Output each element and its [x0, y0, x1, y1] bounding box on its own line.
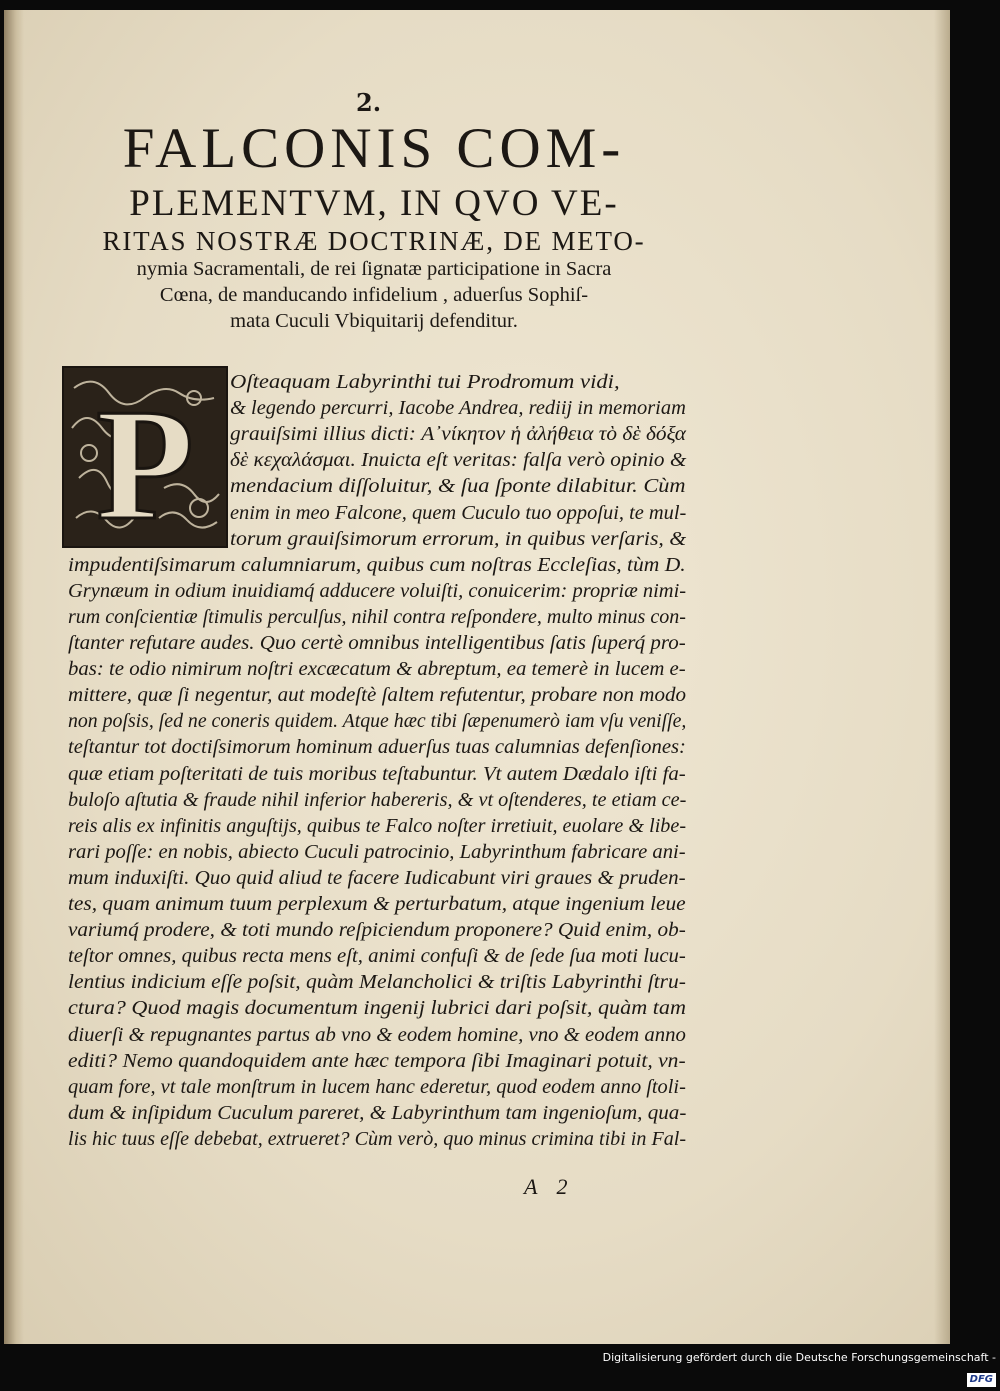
body-line: grauiſsimi illius dicti: Α᾿νίκητον ἡ ἀλήθεια τὸ δὲ δόξα [230, 423, 686, 446]
body-line: reis alis ex infinitis anguſtijs, quibus te Falco noſter irretiuit, euolare & libe- [68, 814, 687, 837]
body-line: variumq́ prodere, & toti mundo reſpiciendum proponere? Quid enim, ob- [68, 919, 686, 942]
body-line: lis hic tuus eſſe debebat, extrueret? Cùm verò, quo minus crimina tibi in Fal- [68, 1127, 687, 1150]
catchword: A 2 [524, 1174, 568, 1199]
body-line: editi? Nemo quandoquidem ante hæc tempora ſibi Imaginari potuit, vn- [68, 1049, 686, 1072]
title-line-3: RITAS NOSTRÆ DOCTRINÆ, DE METO- [102, 226, 646, 256]
body-line: Grynæum in odium inuidiamq́ adducere voluiſti, conuicerim: propriæ nimi- [68, 579, 687, 602]
body-line: δὲ κεχαλάσμαι. Inuicta eſt veritas: falſa verò opinio & [230, 449, 687, 472]
page-number: 2. [356, 88, 382, 117]
decorated-initial-icon [62, 366, 228, 548]
body-line: rum conſcientiæ ſtimulis perculſus, nihil contra reſpondere, multo minus con- [68, 605, 686, 628]
body-line: tes, quam animum tuum perplexum & perturbatum, atque ingenium leue [68, 893, 686, 915]
body-line: teſtantur tot doctiſsimorum hominum aduerſus tuas calumnias defenſiones: [68, 736, 686, 759]
body-line: torum grauiſsimorum errorum, in quibus verſaris, & [230, 527, 687, 550]
footer-text: Digitalisierung gefördert durch die Deutsche Forschungsgemeinschaft - [602, 1351, 996, 1364]
title-block [54, 118, 694, 334]
body-line: impudentiſsimarum calumniarum, quibus cum noſtras Eccleſias, tùm D. [68, 553, 686, 576]
body-line: diuerſi & repugnantes partus ab vno & eodem homine, vno & eodem anno [68, 1023, 686, 1046]
page-edge-shadow [934, 10, 950, 1344]
body-line: lentius indicium eſſe poſsit, quàm Melancholici & triſtis Labyrinthi ſtru- [68, 971, 686, 994]
body-line: teſtor omnes, quibus recta mens eſt, animi confuſi & de ſede ſua moti lucu- [68, 945, 686, 968]
title-line-4: nymia Sacramentali, de rei ſignatæ participatione in Sacra [136, 258, 612, 280]
body-line: dum & inſipidum Cuculum pareret, & Labyrinthum tam ingenioſum, qua- [68, 1101, 687, 1124]
body-line: mittere, quæ ſi negentur, aut modeſtè ſaltem refutentur, probare non modo [68, 684, 687, 707]
body-line: ſtanter refutare audes. Quo certè omnibus intelligentibus ſatis ſuperq́ pro- [68, 632, 686, 654]
body-line: rari poſſe: en nobis, abiecto Cuculi patrocinio, Labyrinthum fabricare ani- [68, 840, 686, 863]
body-line: quam fore, vt tale monſtrum in lucem hanc ederetur, quod eodem anno ſtoli- [68, 1075, 686, 1098]
title-line-2: PLEMENTVM, IN QVO VE- [129, 183, 619, 224]
body-line: non poſsis, ſed ne coneris quidem. Atque hæc tibi ſæpenumerò iam vſu veniſſe, [68, 710, 687, 733]
page-gutter-shadow [4, 10, 24, 1344]
body-line: bas: te odio nimirum noſtri excæcatum & abreptum, ea temerè in lucem e- [68, 658, 686, 681]
body-line: quæ etiam poſteritati de tuis moribus teſtabuntur. Vt autem Dædalo iſti fa- [68, 762, 686, 785]
body-line: mendacium diſſoluitur, & ſua ſponte dilabitur. Cùm [230, 475, 686, 498]
title-line-6: mata Cuculi Vbiquitarij defenditur. [230, 310, 518, 332]
book-page [4, 10, 950, 1344]
title-line-1: FALCONIS COM- [122, 117, 626, 180]
body-line: mum induxiſti. Quo quid aliud te facere Iudicabunt viri graues & pruden- [68, 866, 686, 889]
body-line: Oſteaquam Labyrinthi tui Prodromum vidi, [230, 371, 620, 393]
drop-cap-letter: P [96, 375, 194, 546]
digitization-footer [600, 1347, 1000, 1385]
body-line: ctura? Quod magis documentum ingenij lubrici dari poſsit, quàm tam [68, 997, 686, 1020]
body-line: enim in meo Falcone, quem Cuculo tuo oppoſui, te mul- [230, 501, 687, 524]
title-line-5: Cœna, de manducando infidelium , aduerſus Sophiſ- [159, 284, 589, 306]
body-line: & legendo percurri, Iacobe Andrea, rediij in memoriam [230, 397, 686, 420]
body-line: buloſo aſtutia & fraude nihil inferior habereris, & vt oſtenderes, te etiam ce- [68, 788, 687, 811]
dfg-logo-icon: DFG [967, 1373, 996, 1387]
